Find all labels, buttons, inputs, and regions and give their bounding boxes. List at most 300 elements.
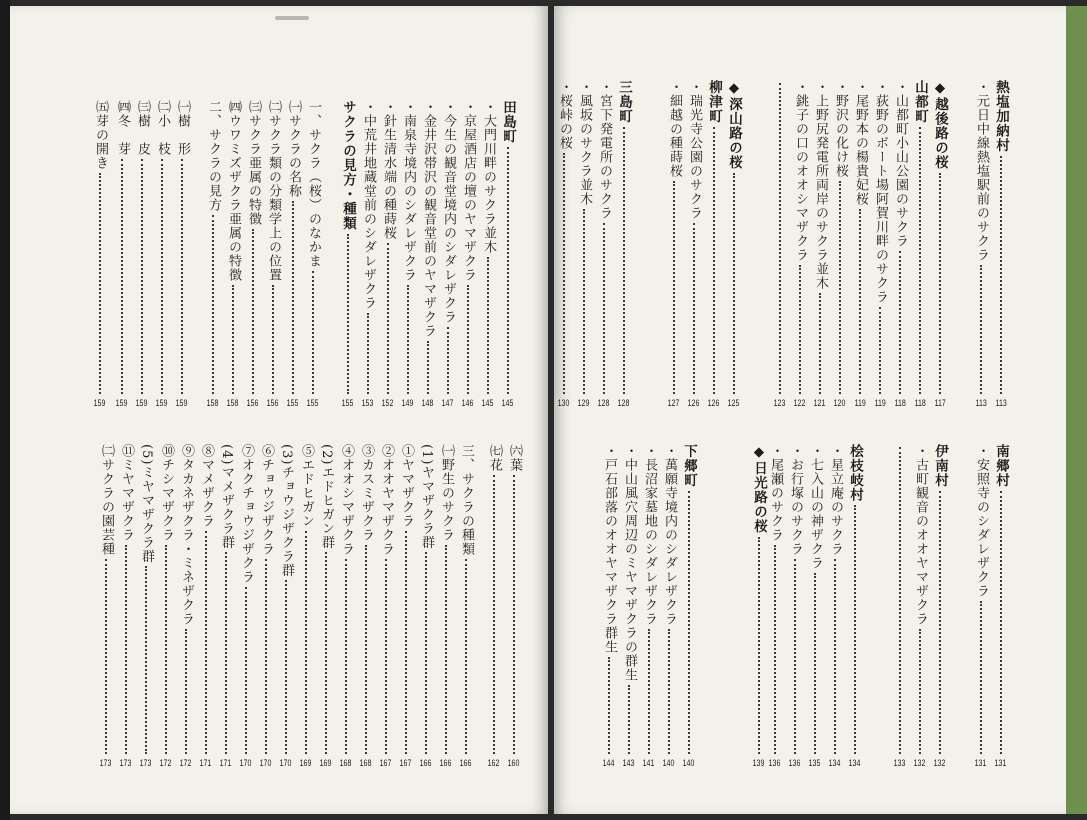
entry-title: ・山都町小山公園のサクラ	[893, 80, 908, 248]
entry-title: ㈥葉	[507, 444, 522, 472]
dot-leader	[141, 159, 143, 394]
dot-leader	[879, 307, 881, 394]
dot-leader	[292, 201, 294, 394]
page-number: 146	[462, 398, 474, 408]
entry-title: ・星立庵のサクラ	[828, 444, 843, 556]
page-number: 143	[623, 758, 635, 768]
dot-leader	[121, 159, 123, 394]
entry-title: ・尾瀬のサクラ	[768, 444, 783, 542]
page-number: 134	[829, 758, 841, 768]
page-number: 159	[176, 398, 188, 408]
toc-entry	[397, 444, 415, 768]
dot-leader	[367, 313, 369, 394]
page-number: 153	[362, 398, 374, 408]
page-number: 134	[849, 758, 861, 768]
toc-entry	[417, 444, 435, 768]
entry-title: ・京屋酒店の壇のヤマザクラ	[461, 100, 476, 282]
page-number: 139	[753, 758, 765, 768]
toc-entry	[806, 444, 824, 768]
page-number: 166	[460, 758, 472, 768]
page-number: 128	[598, 398, 610, 408]
toc-entry	[153, 100, 171, 408]
dot-leader	[445, 545, 447, 754]
page-number: 162	[488, 758, 500, 768]
dot-leader	[834, 559, 836, 754]
toc-entry	[419, 100, 437, 408]
section-heading: サクラの見方・種類	[340, 100, 356, 231]
entry-title: ・南泉寺境内のシダレザクラ	[401, 100, 416, 282]
dot-leader	[854, 505, 856, 754]
toc-entry	[377, 444, 395, 768]
entry-title: ・中荒井地蔵堂前のシダレザクラ	[361, 100, 376, 310]
dot-leader	[265, 559, 267, 754]
dot-leader	[465, 559, 467, 754]
toc-entry	[439, 100, 457, 408]
entry-title: ・七入山の神ザクラ	[808, 444, 823, 570]
toc-entry	[217, 444, 235, 768]
page-number: 126	[688, 398, 700, 408]
toc-entry	[437, 444, 455, 768]
dot-leader	[839, 181, 841, 394]
dot-leader	[980, 265, 982, 394]
page-number: 127	[668, 398, 680, 408]
entry-title: ⑪ミヤマザクラ	[119, 444, 134, 542]
page-number: 131	[975, 758, 987, 768]
dot-leader	[980, 601, 982, 754]
entry-title: ㈠樹 形	[175, 100, 190, 156]
dot-leader	[385, 559, 387, 754]
toc-entry	[459, 100, 477, 408]
page-number: 155	[342, 398, 354, 408]
entry-title: ・金井沢帯沢の観音堂前のヤマザクラ	[421, 100, 436, 338]
town-heading: 熱塩加納村	[993, 80, 1009, 153]
entry-title: (4)マメザクラ群	[219, 444, 234, 550]
dot-leader	[387, 243, 389, 394]
toc-entry	[575, 80, 593, 408]
page-number: 126	[708, 398, 720, 408]
toc-entry	[555, 80, 573, 408]
entry-title: ⑤エドヒガン	[299, 444, 314, 528]
toc-entry	[725, 80, 743, 408]
dot-leader	[507, 147, 509, 395]
page-number: 133	[894, 758, 906, 768]
page-number: 140	[663, 758, 675, 768]
dot-leader	[405, 531, 407, 754]
page-number: 156	[267, 398, 279, 408]
dot-leader	[623, 127, 625, 395]
town-heading: 田島町	[500, 100, 516, 144]
section-heading: ◆越後路の桜	[932, 80, 948, 170]
dot-leader	[799, 265, 801, 394]
page-number: 167	[400, 758, 412, 768]
toc-entry	[665, 80, 683, 408]
print-mark	[275, 16, 309, 20]
toc-entry	[786, 444, 804, 768]
entry-title: (2)エドヒガン群	[319, 444, 334, 550]
dot-leader	[447, 327, 449, 394]
dot-leader	[425, 552, 427, 754]
town-heading: 山都町	[912, 80, 928, 124]
page-number: 141	[643, 758, 655, 768]
toc-entry	[113, 100, 131, 408]
dot-leader	[161, 159, 163, 394]
toc-entry	[485, 444, 503, 768]
entry-title: ・安照寺のシダレザクラ	[974, 444, 989, 598]
dot-leader	[668, 629, 670, 754]
dot-leader	[427, 341, 429, 394]
toc-entry	[931, 80, 949, 408]
dot-leader	[312, 271, 314, 394]
page-number: 136	[769, 758, 781, 768]
entry-title: ・荻野のボート場阿賀川畔のサクラ	[873, 80, 888, 304]
page-number: 155	[287, 398, 299, 408]
page-number: 129	[578, 398, 590, 408]
entry-title: ・桜峠の桜	[557, 80, 572, 150]
toc-entry	[224, 100, 242, 408]
toc-entry	[337, 444, 355, 768]
entry-title: ⑦オクチョウジザクラ	[239, 444, 254, 584]
toc-entry	[133, 100, 151, 408]
page-number: 172	[180, 758, 192, 768]
town-heading: 桧枝岐村	[847, 444, 863, 502]
page-number: 168	[360, 758, 372, 768]
cover-edge	[1066, 6, 1087, 814]
dot-leader	[245, 587, 247, 754]
toc-entry	[705, 80, 723, 408]
entry-title: ②オオヤマザクラ	[379, 444, 394, 556]
page-number: 159	[94, 398, 106, 408]
dot-leader	[779, 83, 781, 394]
toc-entry	[137, 444, 155, 768]
toc-entry	[750, 444, 768, 768]
dot-leader	[713, 127, 715, 395]
entry-title: ㈢樹 皮	[135, 100, 150, 156]
dot-leader	[733, 173, 735, 395]
page-number: 130	[558, 398, 570, 408]
page-number: 173	[140, 758, 152, 768]
page-number: 132	[934, 758, 946, 768]
dot-leader	[305, 531, 307, 754]
dot-leader	[919, 629, 921, 754]
page-number: 156	[247, 398, 259, 408]
dot-leader	[1000, 491, 1002, 755]
entry-title: ・元日中線熱塩駅前のサクラ	[974, 80, 989, 262]
toc-entry	[911, 444, 929, 768]
toc-entry	[505, 444, 523, 768]
town-heading: 伊南村	[932, 444, 948, 488]
page-number: 119	[854, 398, 866, 408]
dot-leader	[325, 552, 327, 754]
entry-title: ・風坂のサクラ並木	[577, 80, 592, 206]
page-number: 140	[683, 758, 695, 768]
page-number: 170	[240, 758, 252, 768]
toc-entry	[992, 80, 1010, 408]
entry-title: ㈡サクラの園芸種	[99, 444, 114, 556]
page-number: 166	[420, 758, 432, 768]
toc-entry	[831, 80, 849, 408]
toc-entry	[117, 444, 135, 768]
toc-entry	[992, 444, 1010, 768]
toc-entry	[197, 444, 215, 768]
entry-title: ㈠野生のサクラ	[439, 444, 454, 542]
entry-title: ㈦花	[487, 444, 502, 472]
page-number: 113	[995, 398, 1007, 408]
entry-title: ①ヤマザクラ	[399, 444, 414, 528]
town-heading: 三島町	[616, 80, 632, 124]
dot-leader	[688, 491, 690, 755]
entry-title: ・瑞光寺公園のサクラ	[687, 80, 702, 220]
toc-entry	[97, 444, 115, 768]
toc-entry	[399, 100, 417, 408]
toc-entry	[457, 444, 475, 768]
page-number: 170	[280, 758, 292, 768]
toc-entry	[680, 444, 698, 768]
entry-title: ・中山風穴周辺のミヤマザクラの群生	[622, 444, 637, 682]
page-number: 117	[934, 398, 946, 408]
dot-leader	[693, 223, 695, 394]
toc-entry	[615, 80, 633, 408]
dot-leader	[608, 657, 610, 754]
entry-title: (5)ミヤマザクラ群	[139, 444, 154, 564]
toc-entry	[204, 100, 222, 408]
toc-entry	[640, 444, 658, 768]
entry-title: 三、サクラの種類	[459, 444, 474, 556]
entry-title: ⑥チョウジザクラ	[259, 444, 274, 556]
entry-title: ㈣冬 芽	[115, 100, 130, 156]
page-number: 170	[260, 758, 272, 768]
toc-entry	[237, 444, 255, 768]
page-number: 131	[995, 758, 1007, 768]
toc-entry	[357, 444, 375, 768]
page-number: 160	[508, 758, 520, 768]
toc-entry	[339, 100, 357, 408]
page-number: 122	[794, 398, 806, 408]
dot-leader	[939, 173, 941, 395]
dot-leader	[272, 285, 274, 394]
dot-leader	[125, 545, 127, 754]
toc-entry	[157, 444, 175, 768]
toc-entry	[891, 444, 909, 768]
toc-entry	[264, 100, 282, 408]
page-number: 159	[156, 398, 168, 408]
toc-entry	[685, 80, 703, 408]
dot-leader	[407, 285, 409, 394]
page-number: 125	[728, 398, 740, 408]
dot-leader	[181, 159, 183, 394]
toc-entry	[173, 100, 191, 408]
page-number: 145	[502, 398, 514, 408]
toc-entry	[826, 444, 844, 768]
entry-title: ・細越の種蒔桜	[667, 80, 682, 178]
entry-title: ・銚子の口のオオシマザクラ	[793, 80, 808, 262]
page-number: 171	[200, 758, 212, 768]
page-number: 144	[603, 758, 615, 768]
page-number: 147	[442, 398, 454, 408]
toc-entry	[244, 100, 262, 408]
dot-leader	[225, 552, 227, 754]
entry-title: ・野沢の化け桜	[833, 80, 848, 178]
toc-entry	[297, 444, 315, 768]
entry-title: ・大門川畔のサクラ並木	[481, 100, 496, 254]
page-number: 120	[834, 398, 846, 408]
dot-leader	[105, 559, 107, 754]
toc-entry	[91, 100, 109, 408]
dot-leader	[487, 257, 489, 394]
toc-entry	[891, 80, 909, 408]
toc-entry	[479, 100, 497, 408]
entry-title: 二、サクラの見方	[206, 100, 221, 212]
toc-entry	[791, 80, 809, 408]
toc-entry	[304, 100, 322, 408]
dot-leader	[493, 475, 495, 754]
section-heading: ◆深山路の桜	[726, 80, 742, 170]
dot-leader	[603, 223, 605, 394]
toc-entry	[359, 100, 377, 408]
dot-leader	[285, 580, 287, 754]
dot-leader	[232, 285, 234, 394]
page-number: 167	[380, 758, 392, 768]
page-number: 132	[914, 758, 926, 768]
dot-leader	[859, 209, 861, 394]
town-heading: 下郷町	[681, 444, 697, 488]
book-edge	[0, 0, 10, 820]
entry-title: ・今生の観音堂境内のシダレザクラ	[441, 100, 456, 324]
entry-title: (1)ヤマザクラ群	[419, 444, 434, 550]
entry-title: ⑩チシマザクラ	[159, 444, 174, 542]
page-number: 118	[894, 398, 906, 408]
page-number: 119	[874, 398, 886, 408]
entry-title: ・古町観音のオオヤマザクラ	[913, 444, 928, 626]
toc-entry	[277, 444, 295, 768]
toc-entry	[811, 80, 829, 408]
toc-entry	[766, 444, 784, 768]
toc-entry	[284, 100, 302, 408]
page-number: 121	[814, 398, 826, 408]
toc-entry	[660, 444, 678, 768]
dot-leader	[347, 234, 349, 395]
page-number: 113	[975, 398, 987, 408]
toc-entry	[257, 444, 275, 768]
page-number: 158	[227, 398, 239, 408]
dot-leader	[774, 545, 776, 754]
entry-title: ㈢サクラ亜属の特徴	[246, 100, 261, 226]
entry-title: ㈤芽の開き	[93, 100, 108, 170]
page-number: 145	[482, 398, 494, 408]
dot-leader	[99, 173, 101, 394]
entry-title: ③カスミザクラ	[359, 444, 374, 542]
entry-title: ⑨タカネザクラ・ミネザクラ	[179, 444, 194, 626]
page-number: 169	[300, 758, 312, 768]
dot-leader	[814, 573, 816, 754]
entry-title: ㈣ウワミズザクラ亜属の特徴	[226, 100, 241, 282]
entry-title: ・萬願寺境内のシダレザクラ	[662, 444, 677, 626]
page-number: 128	[618, 398, 630, 408]
toc-entry	[871, 80, 889, 408]
town-heading: 南郷村	[993, 444, 1009, 488]
toc-entry	[499, 100, 517, 408]
dot-leader	[899, 447, 901, 754]
dot-leader	[165, 545, 167, 754]
entry-title: ・尾野本の楊貴妃桜	[853, 80, 868, 206]
page-number: 168	[340, 758, 352, 768]
dot-leader	[365, 545, 367, 754]
entry-title: ・上野尻発電所両岸のサクラ並木	[813, 80, 828, 290]
dot-leader	[513, 475, 515, 754]
toc-entry	[771, 80, 789, 408]
page-number: 172	[160, 758, 172, 768]
page-number: 171	[220, 758, 232, 768]
toc-entry	[851, 80, 869, 408]
page-number: 155	[307, 398, 319, 408]
dot-leader	[819, 293, 821, 394]
toc-entry	[379, 100, 397, 408]
entry-title: ㈡サクラ類の分類学上の位置	[266, 100, 281, 282]
page-number: 169	[320, 758, 332, 768]
toc-entry	[972, 444, 990, 768]
toc-entry	[595, 80, 613, 408]
entry-title: ・宮下発電所のサクラ	[597, 80, 612, 220]
toc-entry	[911, 80, 929, 408]
toc-entry	[620, 444, 638, 768]
dot-leader	[939, 491, 941, 755]
page-number: 152	[382, 398, 394, 408]
dot-leader	[205, 531, 207, 754]
toc-entry	[177, 444, 195, 768]
page-number: 149	[402, 398, 414, 408]
dot-leader	[899, 251, 901, 394]
dot-leader	[919, 127, 921, 395]
entry-title: ・針生清水端の種蒔桜	[381, 100, 396, 240]
toc-entry	[931, 444, 949, 768]
page-number: 135	[809, 758, 821, 768]
entry-title: ・お行塚のサクラ	[788, 444, 803, 556]
dot-leader	[145, 566, 147, 754]
page-number: 158	[207, 398, 219, 408]
page-number: 136	[789, 758, 801, 768]
toc-entry	[600, 444, 618, 768]
dot-leader	[212, 215, 214, 394]
dot-leader	[252, 229, 254, 394]
section-heading: ◆日光路の桜	[751, 444, 767, 534]
entry-title: ⑧マメザクラ	[199, 444, 214, 528]
page-number: 173	[100, 758, 112, 768]
entry-title: ・長沼家墓地のシダレザクラ	[642, 444, 657, 626]
page-number: 159	[136, 398, 148, 408]
entry-title: ㈡小 枝	[155, 100, 170, 156]
dot-leader	[583, 209, 585, 394]
page-number: 123	[774, 398, 786, 408]
dot-leader	[648, 629, 650, 754]
entry-title: 一、サクラ（桜）のなかま	[306, 100, 321, 268]
dot-leader	[185, 629, 187, 754]
page-number: 166	[440, 758, 452, 768]
dot-leader	[345, 559, 347, 754]
dot-leader	[563, 153, 565, 394]
entry-title: ㈠サクラの名称	[286, 100, 301, 198]
entry-title: (3)チョウジザクラ群	[279, 444, 294, 578]
page-number: 159	[116, 398, 128, 408]
toc-entry	[972, 80, 990, 408]
dot-leader	[794, 559, 796, 754]
dot-leader	[628, 685, 630, 754]
dot-leader	[1000, 156, 1002, 395]
dot-leader	[467, 285, 469, 394]
town-heading: 柳津町	[706, 80, 722, 124]
dot-leader	[758, 537, 760, 755]
entry-title: ・戸石部落のオオヤマザクラ群生	[602, 444, 617, 654]
page-number: 118	[914, 398, 926, 408]
page-number: 173	[120, 758, 132, 768]
